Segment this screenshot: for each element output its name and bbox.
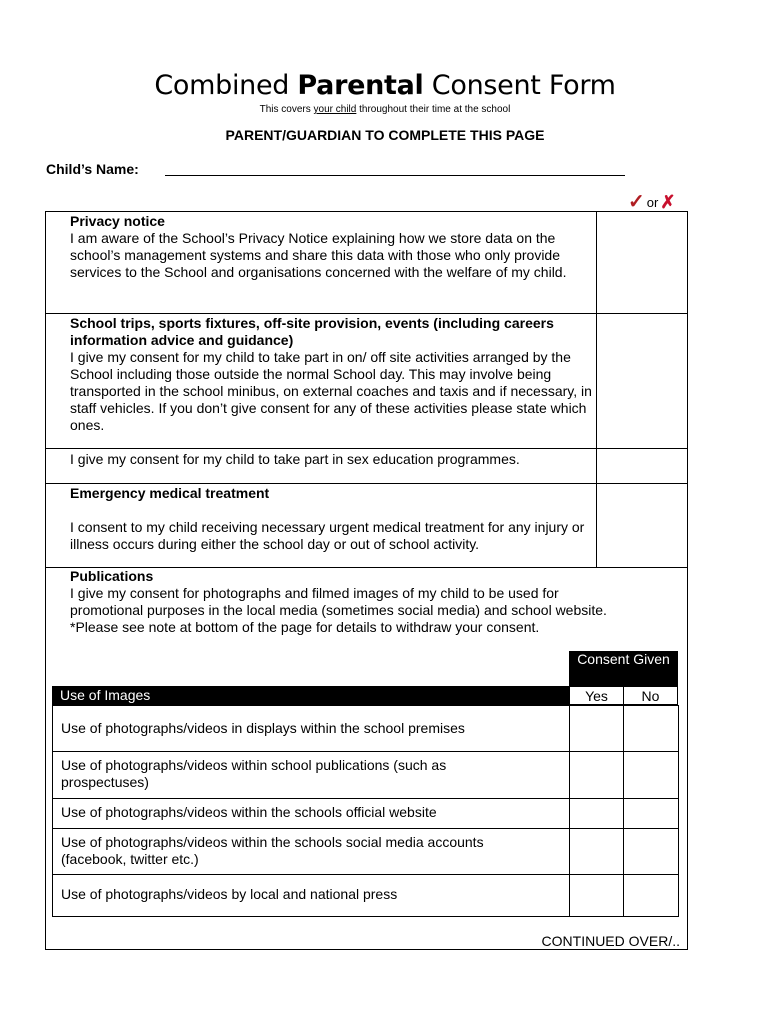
medical-row (45, 483, 688, 568)
medical-consent-box[interactable] (597, 484, 687, 567)
no-checkbox[interactable] (624, 752, 678, 799)
tick-or-cross-legend (628, 192, 675, 212)
form-subtitle: This covers your child throughout their time at the school (259, 104, 511, 115)
privacy-consent-box[interactable] (597, 212, 687, 313)
publications-title: Publications (70, 568, 154, 584)
table-row (53, 874, 678, 916)
privacy-row (45, 211, 688, 314)
trips-text (70, 315, 595, 434)
form-title: Combined Parental Consent Form (154, 70, 616, 101)
tick-icon: ✓ (628, 191, 645, 213)
sex-ed-consent-box[interactable] (597, 449, 687, 483)
privacy-title: Privacy notice (70, 213, 165, 229)
table-row (53, 798, 678, 828)
table-row (53, 828, 678, 874)
images-consent-table (52, 651, 679, 917)
no-checkbox[interactable] (624, 829, 678, 875)
trips-row (45, 313, 688, 449)
trips-consent-box[interactable] (597, 314, 687, 448)
yes-checkbox[interactable] (570, 706, 623, 751)
no-checkbox[interactable] (624, 875, 678, 917)
publications-line-3: *Please see note at bottom of the page for details to withdraw your consent. (70, 619, 540, 635)
sex-ed-text: I give my consent for my child to take part in sex education programmes. (70, 451, 520, 467)
child-name-label: Child’s Name: (46, 161, 139, 177)
privacy-text (70, 213, 595, 281)
no-checkbox[interactable] (624, 706, 678, 751)
yes-column-header: Yes (569, 686, 624, 705)
yes-checkbox[interactable] (570, 875, 623, 917)
consent-given-header: Consent Given (569, 651, 678, 686)
yes-checkbox[interactable] (570, 829, 623, 875)
publications-line-2: promotional purposes in the local media (sometimes social media) and school website. (70, 602, 607, 618)
use-of-images-header: Use of Images (52, 686, 569, 705)
table-row (53, 751, 678, 798)
trips-title: School trips, sports fixtures, off-site provision, events (including careers information advice and guidance) (70, 315, 554, 348)
medical-text (70, 485, 595, 553)
row-label: Use of photographs/videos within the schools official website (61, 804, 437, 820)
publications-text (70, 568, 680, 636)
publications-line-1: I give my consent for photographs and filmed images of my child to be used for (70, 585, 559, 601)
child-name-field[interactable] (165, 175, 625, 176)
sex-ed-row (45, 448, 688, 484)
no-column-header: No (623, 686, 678, 705)
no-checkbox[interactable] (624, 799, 678, 829)
cross-icon: ✗ (660, 192, 676, 212)
images-grid (52, 705, 679, 917)
yes-checkbox[interactable] (570, 752, 623, 799)
trips-body: I give my consent for my child to take part in on/ off site activities arranged by the School including those outside the normal School day. This may involve being transported in the school minibus, on external coaches and taxis and if necessary, in staff vehicles. If you don’t give consent for any of these activities please state which ones. (70, 349, 592, 433)
section-heading: PARENT/GUARDIAN TO COMPLETE THIS PAGE (225, 127, 545, 143)
privacy-body: I am aware of the School’s Privacy Notice explaining how we store data on the school’s management systems and share this data with those who only provide services to the School and organisations concerned with the welfare of my child. (70, 230, 567, 280)
medical-title: Emergency medical treatment (70, 485, 270, 501)
row-label: Use of photographs/videos within the schools social media accounts (facebook, twitter etc.) (61, 834, 484, 867)
continued-over-text: CONTINUED OVER/.. (541, 933, 680, 949)
row-label: Use of photographs/videos within school publications (such as prospectuses) (61, 757, 447, 790)
row-label: Use of photographs/videos in displays within the school premises (61, 720, 465, 736)
medical-body: I consent to my child receiving necessary urgent medical treatment for any injury or illness occurs during either the school day or out of school activity. (70, 519, 585, 552)
row-label: Use of photographs/videos by local and national press (61, 886, 398, 902)
legend-or-text: or (646, 194, 659, 210)
yes-checkbox[interactable] (570, 799, 623, 829)
table-row (53, 706, 678, 751)
